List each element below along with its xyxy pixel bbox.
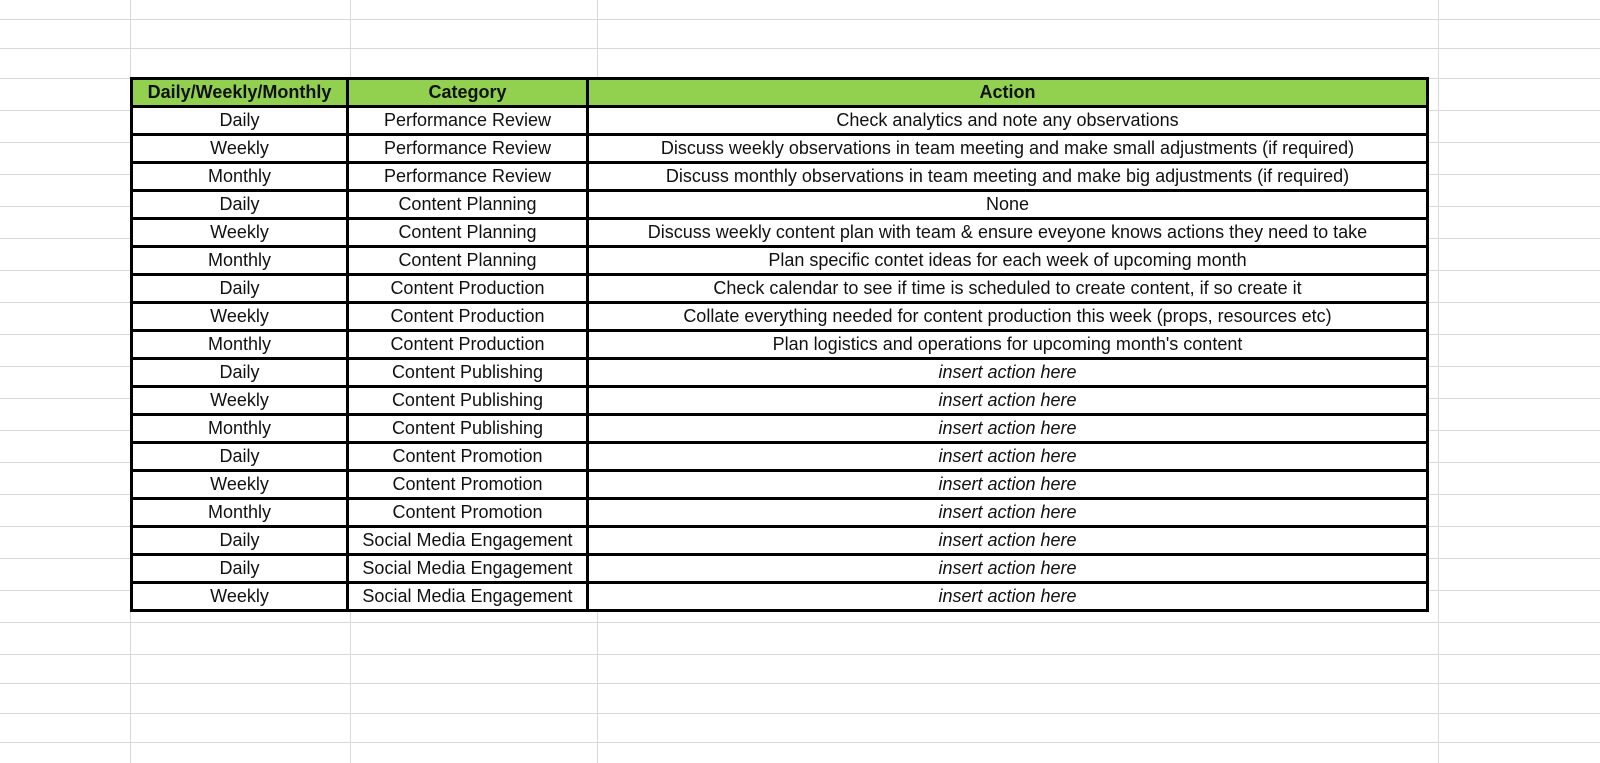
action-placeholder-cell[interactable]: insert action here — [588, 387, 1428, 415]
gridline — [0, 713, 1600, 714]
frequency-cell[interactable]: Daily — [132, 191, 348, 219]
action-placeholder-cell[interactable]: insert action here — [588, 471, 1428, 499]
action-placeholder-cell[interactable]: insert action here — [588, 443, 1428, 471]
table-row — [132, 359, 1428, 387]
category-cell[interactable]: Content Promotion — [348, 443, 588, 471]
gridline — [0, 19, 1600, 20]
table-row — [132, 247, 1428, 275]
action-placeholder-cell[interactable]: insert action here — [588, 499, 1428, 527]
table-row — [132, 555, 1428, 583]
header-category[interactable]: Category — [348, 79, 588, 107]
frequency-cell[interactable]: Monthly — [132, 499, 348, 527]
header-row — [132, 79, 1428, 107]
table-row — [132, 471, 1428, 499]
table-row — [132, 191, 1428, 219]
frequency-cell[interactable]: Weekly — [132, 583, 348, 611]
category-cell[interactable]: Content Promotion — [348, 471, 588, 499]
header-frequency[interactable]: Daily/Weekly/Monthly — [132, 79, 348, 107]
frequency-cell[interactable]: Monthly — [132, 163, 348, 191]
action-placeholder-cell[interactable]: insert action here — [588, 527, 1428, 555]
category-cell[interactable]: Content Production — [348, 331, 588, 359]
action-cell[interactable]: None — [588, 191, 1428, 219]
gridline — [1438, 0, 1439, 763]
table-row — [132, 527, 1428, 555]
category-cell[interactable]: Content Publishing — [348, 415, 588, 443]
frequency-cell[interactable]: Monthly — [132, 331, 348, 359]
category-cell[interactable]: Content Planning — [348, 191, 588, 219]
frequency-cell[interactable]: Monthly — [132, 415, 348, 443]
table-row — [132, 443, 1428, 471]
action-placeholder-cell[interactable]: insert action here — [588, 415, 1428, 443]
frequency-cell[interactable]: Weekly — [132, 219, 348, 247]
frequency-cell[interactable]: Daily — [132, 555, 348, 583]
table-row — [132, 275, 1428, 303]
table-row — [132, 219, 1428, 247]
frequency-cell[interactable]: Daily — [132, 443, 348, 471]
category-cell[interactable]: Social Media Engagement — [348, 583, 588, 611]
table-row — [132, 303, 1428, 331]
category-cell[interactable]: Content Planning — [348, 247, 588, 275]
category-cell[interactable]: Content Publishing — [348, 359, 588, 387]
category-cell[interactable]: Social Media Engagement — [348, 555, 588, 583]
gridline — [0, 48, 1600, 49]
frequency-cell[interactable]: Daily — [132, 275, 348, 303]
table-row — [132, 499, 1428, 527]
category-cell[interactable]: Performance Review — [348, 163, 588, 191]
frequency-cell[interactable]: Daily — [132, 107, 348, 135]
table-row — [132, 163, 1428, 191]
category-cell[interactable]: Content Production — [348, 303, 588, 331]
frequency-cell[interactable]: Daily — [132, 527, 348, 555]
table-row — [132, 331, 1428, 359]
schedule-table-region — [130, 77, 1429, 612]
frequency-cell[interactable]: Monthly — [132, 247, 348, 275]
category-cell[interactable]: Content Production — [348, 275, 588, 303]
category-cell[interactable]: Social Media Engagement — [348, 527, 588, 555]
action-cell[interactable]: Discuss weekly content plan with team & ensure eveyone knows actions they need to take — [588, 219, 1428, 247]
action-cell[interactable]: Discuss weekly observations in team meeting and make small adjustments (if required) — [588, 135, 1428, 163]
action-cell[interactable]: Plan logistics and operations for upcoming month's content — [588, 331, 1428, 359]
gridline — [0, 622, 1600, 623]
table-row — [132, 107, 1428, 135]
category-cell[interactable]: Content Publishing — [348, 387, 588, 415]
gridline — [0, 683, 1600, 684]
schedule-table — [130, 77, 1429, 612]
header-action[interactable]: Action — [588, 79, 1428, 107]
category-cell[interactable]: Performance Review — [348, 135, 588, 163]
action-cell[interactable]: Collate everything needed for content production this week (props, resources etc) — [588, 303, 1428, 331]
frequency-cell[interactable]: Weekly — [132, 135, 348, 163]
action-cell[interactable]: Discuss monthly observations in team meeting and make big adjustments (if required) — [588, 163, 1428, 191]
category-cell[interactable]: Performance Review — [348, 107, 588, 135]
action-cell[interactable]: Plan specific contet ideas for each week of upcoming month — [588, 247, 1428, 275]
category-cell[interactable]: Content Promotion — [348, 499, 588, 527]
table-body — [132, 107, 1428, 611]
gridline — [0, 654, 1600, 655]
table-row — [132, 135, 1428, 163]
action-placeholder-cell[interactable]: insert action here — [588, 555, 1428, 583]
action-cell[interactable]: Check analytics and note any observations — [588, 107, 1428, 135]
table-row — [132, 415, 1428, 443]
table-row — [132, 387, 1428, 415]
gridline — [0, 742, 1600, 743]
action-cell[interactable]: Check calendar to see if time is scheduled to create content, if so create it — [588, 275, 1428, 303]
table-row — [132, 583, 1428, 611]
category-cell[interactable]: Content Planning — [348, 219, 588, 247]
frequency-cell[interactable]: Weekly — [132, 387, 348, 415]
frequency-cell[interactable]: Weekly — [132, 471, 348, 499]
frequency-cell[interactable]: Weekly — [132, 303, 348, 331]
frequency-cell[interactable]: Daily — [132, 359, 348, 387]
action-placeholder-cell[interactable]: insert action here — [588, 359, 1428, 387]
action-placeholder-cell[interactable]: insert action here — [588, 583, 1428, 611]
